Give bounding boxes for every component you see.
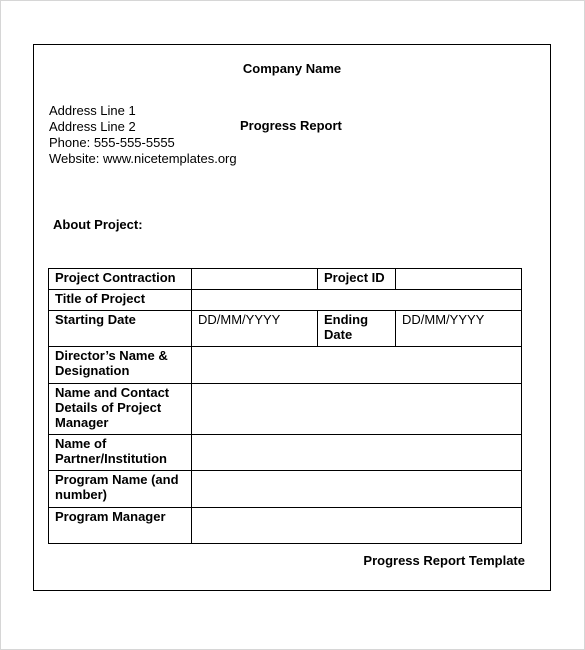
project-contraction-cell[interactable] — [192, 269, 318, 290]
table-row — [49, 290, 522, 311]
address-line-2: Address Line 2 — [49, 119, 136, 134]
director-name-cell[interactable] — [192, 347, 522, 384]
director-label-line-2: Designation — [55, 363, 130, 378]
table-row — [49, 471, 522, 508]
project-contraction-label: Project Contraction — [49, 269, 192, 290]
table-row — [49, 384, 522, 435]
project-id-cell[interactable] — [396, 269, 522, 290]
contact-label-line-2: Details of Project — [55, 400, 162, 415]
ending-date-label-line-1: Ending — [324, 312, 369, 327]
starting-date-label: Starting Date — [49, 311, 192, 347]
project-manager-contact-label — [49, 384, 192, 435]
program-name-cell[interactable] — [192, 471, 522, 508]
ending-date-cell[interactable]: DD/MM/YYYY — [396, 311, 522, 347]
table-row — [49, 311, 522, 347]
contact-label-line-1: Name and Contact — [55, 385, 170, 400]
partner-institution-cell[interactable] — [192, 435, 522, 471]
director-label-line-1: Director’s Name & — [55, 348, 168, 363]
report-title: Progress Report — [240, 118, 342, 133]
partner-label-line-2: Partner/Institution — [55, 451, 167, 466]
program-manager-label: Program Manager — [49, 508, 192, 544]
address-line-1: Address Line 1 — [49, 103, 136, 118]
ending-date-label-line-2: Date — [324, 327, 353, 342]
website-line: Website: www.nicetemplates.org — [49, 151, 237, 166]
document-page — [33, 44, 551, 591]
table-row — [49, 435, 522, 471]
table-row — [49, 508, 522, 544]
phone-line: Phone: 555-555-5555 — [49, 135, 175, 150]
project-id-label: Project ID — [318, 269, 396, 290]
table-row — [49, 347, 522, 384]
program-name-label — [49, 471, 192, 508]
program-name-label-line-2: number) — [55, 487, 107, 502]
title-of-project-cell[interactable] — [192, 290, 522, 311]
about-project-heading: About Project: — [53, 217, 143, 232]
director-name-label — [49, 347, 192, 384]
program-name-label-line-1: Program Name (and — [55, 472, 179, 487]
title-of-project-label: Title of Project — [49, 290, 192, 311]
ending-date-label — [318, 311, 396, 347]
partner-institution-label — [49, 435, 192, 471]
address-block — [49, 103, 237, 167]
partner-label-line-1: Name of — [55, 436, 107, 451]
program-manager-cell[interactable] — [192, 508, 522, 544]
project-manager-contact-cell[interactable] — [192, 384, 522, 435]
project-details-table — [48, 268, 522, 544]
template-footer-label: Progress Report Template — [363, 553, 525, 568]
company-name: Company Name — [242, 61, 342, 76]
table-row — [49, 269, 522, 290]
contact-label-line-3: Manager — [55, 415, 109, 430]
starting-date-cell[interactable]: DD/MM/YYYY — [192, 311, 318, 347]
